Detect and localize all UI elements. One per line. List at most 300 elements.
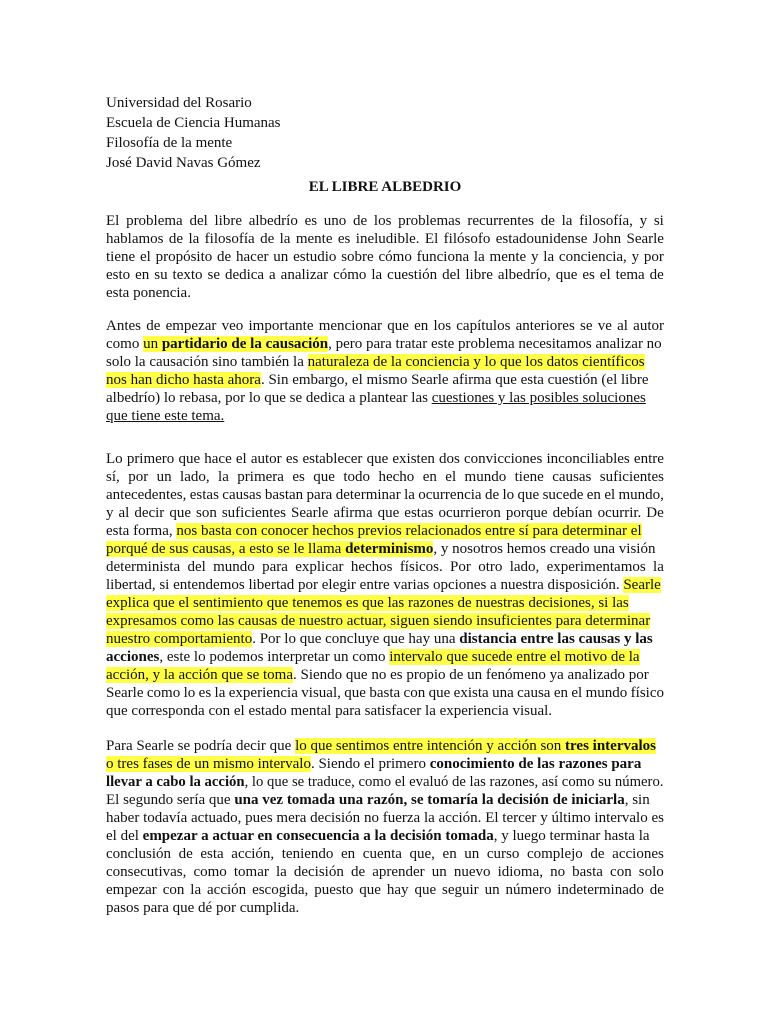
text-run: , sin [624, 792, 650, 808]
text-line [106, 576, 664, 594]
highlighted-text: nuestro comportamiento [106, 631, 253, 647]
word: experimentamos [546, 559, 646, 575]
word: con [162, 882, 185, 898]
word: hace [204, 451, 232, 467]
word: para [306, 487, 333, 503]
word: su [154, 267, 168, 283]
word: que [414, 882, 437, 898]
text-line [106, 773, 664, 791]
word: al [617, 318, 628, 334]
word: recurrentes [467, 213, 534, 229]
underlined-text: cuestiones y las posibles soluciones [431, 390, 646, 406]
highlighted-text: porqué de sus causas, a esto se le llama [106, 541, 346, 557]
word: cómo [333, 267, 367, 283]
word: De [646, 505, 664, 521]
word: escogida, [252, 882, 309, 898]
word: dos [439, 451, 460, 467]
text-line [106, 737, 664, 755]
word: todavía [143, 810, 188, 826]
word: El [106, 213, 120, 229]
word: en [586, 487, 601, 503]
word: primero [126, 451, 175, 467]
word: haber [106, 810, 140, 826]
text-line [106, 389, 664, 407]
word: el [599, 267, 611, 283]
word: empezar [106, 882, 157, 898]
word: acciones [612, 846, 664, 862]
word: de [168, 231, 184, 247]
word: antecedentes, [106, 487, 187, 503]
word: albedrío [248, 213, 298, 229]
word: que [366, 451, 389, 467]
word: y [106, 505, 114, 521]
word: cómo [378, 249, 412, 265]
bold-text: conocimiento de las razones para [429, 756, 642, 772]
bold-text: una vez tomada una razón, se tomaría la decisión de iniciarla [234, 792, 625, 808]
word: basta [369, 685, 401, 701]
word: autor [633, 318, 664, 334]
word: actuado, [191, 810, 242, 826]
word: un [156, 469, 172, 485]
word: para [262, 559, 288, 575]
word: consecutivas, [106, 864, 187, 880]
word: del [187, 559, 206, 575]
word: John [592, 231, 622, 247]
word: hay [386, 882, 409, 898]
word: tiene [106, 249, 136, 265]
word: mencionar [318, 318, 383, 334]
word: problemas [398, 213, 461, 229]
word: cuestión [387, 267, 438, 283]
word: autor [250, 451, 282, 467]
word: texto [172, 267, 203, 283]
underlined-text: que tiene este tema. [106, 408, 225, 424]
text-line [106, 504, 664, 522]
text-line [106, 317, 664, 335]
author-name: José David Navas Gómez [106, 155, 261, 171]
word: intervalo [594, 810, 648, 826]
word: mundo [464, 469, 507, 485]
word: los [433, 318, 452, 334]
word: el [139, 249, 151, 265]
paragraph-1 [106, 212, 664, 302]
text-run: , y luego terminar hasta la [493, 828, 650, 844]
highlighted-bold-text: tres intervalos [565, 738, 656, 754]
word: complejo [526, 846, 583, 862]
word: mundo [213, 559, 255, 575]
word: como [146, 685, 181, 701]
text-run: , este lo podemos interpretar un como [159, 649, 390, 665]
word: funciona [416, 249, 470, 265]
text-line [106, 648, 664, 666]
word: se [580, 318, 593, 334]
word: que [169, 505, 191, 521]
word: lado, [509, 559, 540, 575]
word: de [260, 231, 275, 247]
word: la [188, 231, 200, 247]
word: filósofo [443, 231, 491, 247]
word: la [190, 882, 202, 898]
word: cuenta [362, 846, 402, 862]
word: del [189, 213, 208, 229]
word: lo [183, 685, 196, 701]
highlighted-text: nos han dicho hasta ahora [106, 372, 261, 388]
word: el [445, 469, 457, 485]
word: idioma, [497, 864, 543, 880]
word: en [341, 846, 356, 862]
word: es [304, 213, 318, 229]
word: capítulos [456, 318, 511, 334]
word: la [275, 864, 287, 880]
text-line [106, 540, 664, 558]
word: mera [276, 810, 307, 826]
word: causas [552, 469, 592, 485]
highlighted-text: acción, y la acción que se toma [106, 667, 294, 683]
word: fuerza [382, 810, 421, 826]
document-title: EL LIBRE ALBEDRIO [308, 179, 462, 195]
text-run: esta forma, [106, 523, 177, 539]
highlighted-text: o tres fases de un mismo intervalo [106, 756, 311, 772]
word: que [313, 469, 335, 485]
word: de [350, 864, 366, 880]
word: solo [638, 864, 664, 880]
word: El [424, 231, 439, 247]
text-line [106, 371, 664, 389]
word: afirma [333, 505, 373, 521]
word: dedica [224, 267, 265, 283]
text-line [106, 755, 664, 773]
word: curso [486, 846, 520, 862]
word: filosofía [204, 231, 255, 247]
word: nuevo [453, 864, 491, 880]
word: uno [323, 213, 347, 229]
word: mundo [585, 685, 628, 701]
word: es [337, 231, 351, 247]
word: debían [552, 505, 593, 521]
word: establecer [302, 451, 363, 467]
word: Por [450, 559, 471, 575]
highlighted-text: explica que el sentimiento que tenemos es que las razones de nuestras decisiones, si las [106, 595, 629, 611]
word: propósito [155, 249, 213, 265]
text-line [106, 630, 664, 648]
text-line [106, 450, 664, 468]
word: sí, [106, 469, 120, 485]
word: que [517, 487, 540, 503]
word: libre [214, 213, 242, 229]
word: en [553, 685, 568, 701]
word: estas [404, 505, 434, 521]
word: conciencia, [558, 249, 627, 265]
word: que, [409, 846, 435, 862]
word: tercer [502, 810, 537, 826]
word: estadounidense [495, 231, 588, 247]
word: El [485, 810, 499, 826]
word: aprender [372, 864, 425, 880]
word: problema [126, 213, 183, 229]
word: porque [505, 505, 548, 521]
word: de [178, 846, 193, 862]
word: de [590, 846, 605, 862]
word: con [403, 685, 426, 701]
word: conclusión [106, 846, 171, 862]
text-run: El segundo sería que [106, 792, 235, 808]
text-line [106, 863, 664, 881]
word: es [582, 267, 595, 283]
text-line [106, 230, 664, 248]
word: acción. [438, 810, 482, 826]
word: con [610, 864, 632, 880]
word: es [285, 451, 299, 467]
word: entre [633, 451, 664, 467]
word: de [649, 882, 664, 898]
word: mente [295, 231, 333, 247]
word: visual, [301, 685, 341, 701]
word: la [423, 810, 435, 826]
word: albedrío, [497, 267, 551, 283]
word: experiencia [228, 685, 298, 701]
word: pues [245, 810, 273, 826]
word: ocurrencia [418, 487, 482, 503]
text-line [106, 353, 664, 371]
word: se [207, 267, 220, 283]
word: Searle [626, 231, 664, 247]
word: de [540, 213, 555, 229]
word: que [387, 318, 409, 334]
university-name: Universidad del Rosario [106, 95, 252, 111]
word: de [146, 318, 161, 334]
word: teniendo [281, 846, 334, 862]
word: explicar [295, 559, 344, 575]
word: la [279, 231, 291, 247]
text-line [106, 612, 664, 630]
highlighted-bold-text: determinismo [345, 541, 434, 557]
word: que [555, 267, 578, 283]
word: por [128, 469, 149, 485]
word: mente [489, 249, 527, 265]
word: estudio [293, 249, 337, 265]
text-run: . Siendo el primero [310, 756, 430, 772]
text-line [106, 791, 664, 809]
highlighted-text: un [143, 336, 162, 352]
word: ve [597, 318, 612, 334]
word: la [371, 267, 383, 283]
word: al [118, 505, 130, 521]
word: tema [615, 267, 645, 283]
highlighted-text: naturaleza de la conciencia y lo que los datos científicos [307, 354, 645, 370]
text-line [106, 558, 664, 576]
word: en [442, 846, 457, 862]
word: puesto [314, 882, 354, 898]
word: y [531, 249, 539, 265]
text-line [106, 407, 664, 425]
text-run: . Siendo que no es propio de un fenómeno ya analizado por [293, 667, 649, 683]
word: mundo, [618, 487, 664, 503]
word: un [273, 249, 289, 265]
word: la [218, 469, 229, 485]
word: es [292, 469, 305, 485]
word: por [643, 249, 664, 265]
text-line: que corresponda con el estado mental para satisfacer la experiencia visual. [106, 703, 553, 719]
highlighted-text: lo que sentimos entre intención y acción son [295, 738, 566, 754]
text-line [106, 468, 664, 486]
word: como [193, 864, 227, 880]
word: ocurrieron [438, 505, 501, 521]
word: físicos. [399, 559, 443, 575]
word: la [214, 685, 226, 701]
word: existen [392, 451, 435, 467]
paragraph-2 [106, 317, 664, 425]
word: y [639, 213, 648, 229]
word: analizar [280, 267, 329, 283]
word: ineludible. [355, 231, 420, 247]
text-run: . Sin embargo, el mismo Searle afirma que esta cuestión (el libre [260, 372, 649, 388]
word: el [571, 685, 583, 701]
word: todo [343, 469, 371, 485]
word: que [344, 685, 366, 701]
word: esto [106, 267, 131, 283]
word: de [353, 213, 368, 229]
word: suficientes [221, 505, 286, 521]
word: lado, [180, 469, 210, 485]
word: Antes [106, 318, 141, 334]
word: que [428, 685, 451, 701]
text-run: , pero para tratar este problema necesitamos analizar no [328, 336, 662, 352]
word: lo [502, 487, 515, 503]
word: estas [189, 487, 219, 503]
text-line [106, 266, 664, 284]
text-line [106, 809, 664, 827]
word: de [484, 487, 500, 503]
bold-text: distancia entre las causas y las [459, 631, 653, 647]
word: la [561, 213, 573, 229]
word: basta [572, 864, 603, 880]
word: suficientes [599, 469, 664, 485]
word: es [198, 685, 212, 701]
word: número [505, 882, 552, 898]
highlighted-text: expresamos como las causas de nuestro actuar, siguen siendo insuficientes para determinar [106, 613, 651, 629]
word: decir [134, 505, 165, 521]
bold-text: acciones [106, 649, 160, 665]
word: causas [222, 487, 262, 503]
word: que [359, 882, 381, 898]
word: hecho [378, 469, 415, 485]
text-line: esta ponencia. [106, 285, 191, 301]
word: exista [453, 685, 489, 701]
word: acción [207, 882, 247, 898]
text-line [106, 684, 664, 702]
word: que [178, 451, 201, 467]
word: primera [237, 469, 284, 485]
text-run: solo la causación sino también la [106, 354, 308, 370]
word: un [464, 846, 480, 862]
word: son [195, 505, 217, 521]
paragraph-4 [106, 737, 664, 917]
word: sobre [341, 249, 374, 265]
text-line [106, 594, 664, 612]
word: Lo [106, 451, 123, 467]
text-run: . Por lo que concluye que hay una [252, 631, 460, 647]
document-header [106, 93, 281, 173]
text-line [106, 486, 664, 504]
paragraph-3 [106, 450, 664, 720]
word: de [649, 267, 664, 283]
text-line [106, 827, 664, 845]
word: en [414, 318, 429, 334]
text-run: albedrío) lo rebasa, por lo que se dedica a plantear las [106, 390, 432, 406]
word: importante [248, 318, 314, 334]
word: en [422, 469, 437, 485]
word: otro [478, 559, 503, 575]
word: hablamos [106, 231, 164, 247]
word: sucede [542, 487, 584, 503]
word: inconciliables [546, 451, 630, 467]
word: la [404, 487, 415, 503]
text-run: Para Searle se podría decir que [106, 738, 296, 754]
word: seguir [442, 882, 479, 898]
word: si [653, 213, 664, 229]
word: un [484, 882, 500, 898]
word: bastan [264, 487, 304, 503]
text-line [106, 666, 664, 684]
word: físico [630, 685, 664, 701]
word: ocurrir. [597, 505, 642, 521]
word: tiene [514, 469, 544, 485]
word: no [550, 864, 566, 880]
word: convicciones [464, 451, 543, 467]
highlighted-text: Searle [623, 577, 661, 593]
text-run: el del [106, 828, 143, 844]
word: de [217, 249, 232, 265]
word: los [373, 213, 392, 229]
text-line [106, 845, 664, 863]
word: del [442, 267, 461, 283]
word: hechos [350, 559, 393, 575]
word: el [604, 487, 616, 503]
highlighted-bold-text: partidario de la causación [161, 336, 329, 352]
word: una [492, 685, 514, 701]
word: decisión [293, 864, 344, 880]
word: decisión [310, 810, 361, 826]
word: acción, [231, 846, 275, 862]
word: indeterminado [557, 882, 644, 898]
word: libre [465, 267, 493, 283]
word: y [631, 249, 640, 265]
highlighted-text: nos basta con conocer hechos previos relacionados entre sí para determinar el [176, 523, 642, 539]
highlighted-text: intervalo que sucede entre el motivo de la [389, 649, 640, 665]
word: determinar [335, 487, 401, 503]
text-run: , y nosotros hemos creado una visión [433, 541, 656, 557]
word: hacer [236, 249, 269, 265]
bold-text: llevar a cabo la acción [106, 774, 245, 790]
text-line [106, 881, 664, 899]
bold-text: empezar a actuar en consecuencia a la decisión tomada [142, 828, 494, 844]
word: la [543, 249, 555, 265]
word: a [269, 267, 276, 283]
word: la [473, 249, 485, 265]
word: Searle [106, 685, 144, 701]
word: tomar [233, 864, 269, 880]
text-line: pasos para que dé por cumplida. [106, 900, 300, 916]
word: anteriores [515, 318, 575, 334]
text-run: libertad, si entendemos libertad por elegir entre varias opciones a nuestra disposición. [106, 577, 624, 593]
word: es [651, 810, 664, 826]
word: no [363, 810, 379, 826]
word: último [551, 810, 591, 826]
word: el [235, 451, 247, 467]
school-name: Escuela de Ciencia Humanas [106, 115, 281, 131]
word: un [431, 864, 447, 880]
text-line [106, 248, 664, 266]
